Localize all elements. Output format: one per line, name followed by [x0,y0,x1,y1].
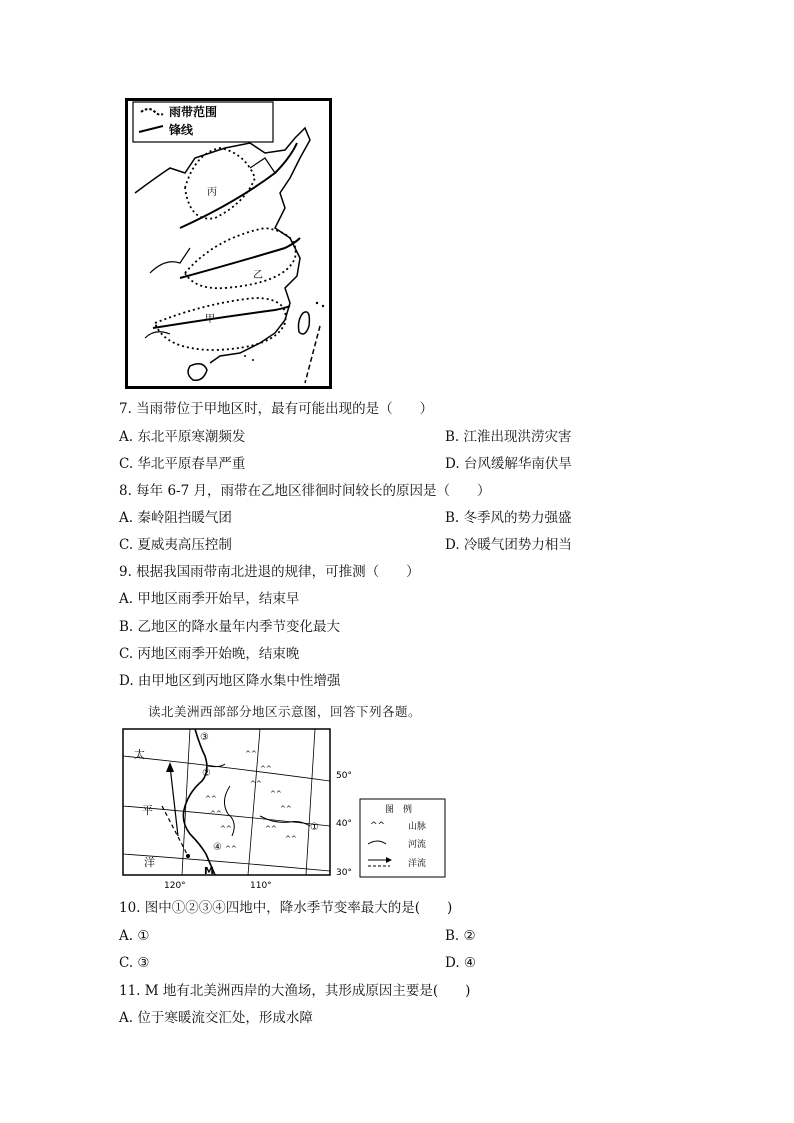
svg-text:^^: ^^ [250,780,262,788]
q10-option-c: C. ③ [119,955,150,971]
q7-option-d: D. 台风缓解华南伏旱 [445,456,572,472]
q8-option-d: D. 冷暖气团势力相当 [445,537,572,553]
q10-option-d: D. ④ [445,955,477,971]
ocean-label-yang: 洋 [144,856,155,869]
q7-option-c: C. 华北平原春旱严重 [119,456,246,472]
label-bing: 丙 [207,187,217,198]
legend-front-label: 锋线 [169,123,194,137]
q9-option-c: C. 丙地区雨季开始晚，结束晚 [119,646,300,662]
q8-option-c: C. 夏威夷高压控制 [119,537,232,553]
lon-120-label: 120° [164,881,186,891]
svg-text:^^: ^^ [210,810,222,818]
lat-50-label: 50° [336,771,352,781]
lon-110-label: 110° [250,881,272,891]
legend-title: 图 例 [385,805,413,815]
q7-option-a: A. 东北平原寒潮频发 [119,429,246,445]
q10-option-a: A. ① [119,928,150,944]
question-9-stem: 9. 根据我国雨带南北进退的规律，可推测（ ） [119,564,420,580]
q9-option-d: D. 由甲地区到丙地区降水集中性增强 [119,673,341,689]
question-10-stem: 10. 图中①②③④四地中，降水季节变率最大的是( ) [119,900,453,916]
section-intro: 读北美洲西部部分地区示意图，回答下列各题。 [148,704,422,719]
svg-text:^^: ^^ [260,765,272,773]
lat-40-label: 40° [336,819,352,829]
north-america-west-map [120,726,450,892]
q10-option-b: B. ② [445,928,476,944]
question-7-stem: 7. 当雨带位于甲地区时，最有可能出现的是（ ） [119,401,434,417]
svg-text:^^: ^^ [225,845,237,853]
q7-option-b: B. 江淮出现洪涝灾害 [445,429,572,445]
q11-option-a: A. 位于寒暖流交汇处，形成水障 [119,1010,313,1026]
rain-belt-map [125,98,333,390]
legend-rainband-label: 雨带范围 [169,105,218,119]
site-4-marker: ④ [213,842,222,853]
q9-option-b: B. 乙地区的降水量年内季节变化最大 [119,619,341,635]
question-11-stem: 11. M 地有北美洲西岸的大渔场，其形成原因主要是( ) [119,983,471,999]
legend-river: 河流 [408,840,427,850]
ocean-label-tai: 太 [134,748,145,761]
svg-text:^^: ^^ [245,750,257,758]
svg-text:^^: ^^ [280,805,292,813]
label-yi: 乙 [253,270,263,281]
legend-mountain: 山脉 [408,822,427,832]
q8-option-b: B. 冬季风的势力强盛 [445,510,572,526]
svg-text:^^: ^^ [265,825,277,833]
site-1-marker: ① [310,822,319,833]
ocean-label-ping: 平 [142,804,153,817]
svg-text:^^: ^^ [205,795,217,803]
site-3-marker: ③ [200,732,209,743]
question-8-stem: 8. 每年 6-7 月，雨带在乙地区徘徊时间较长的原因是（ ） [119,483,491,499]
q9-option-a: A. 甲地区雨季开始早，结束早 [119,591,300,607]
lat-30-label: 30° [336,868,352,878]
svg-text:^^: ^^ [220,825,232,833]
site-2-marker: ② [202,768,211,779]
legend-current: 洋流 [408,859,427,869]
svg-text:^^: ^^ [370,821,386,831]
q8-option-a: A. 秦岭阻挡暖气团 [119,510,232,526]
point-m-label: M [204,866,214,877]
svg-text:^^: ^^ [270,790,282,798]
label-jia: 甲 [205,314,215,325]
svg-text:^^: ^^ [285,835,297,843]
